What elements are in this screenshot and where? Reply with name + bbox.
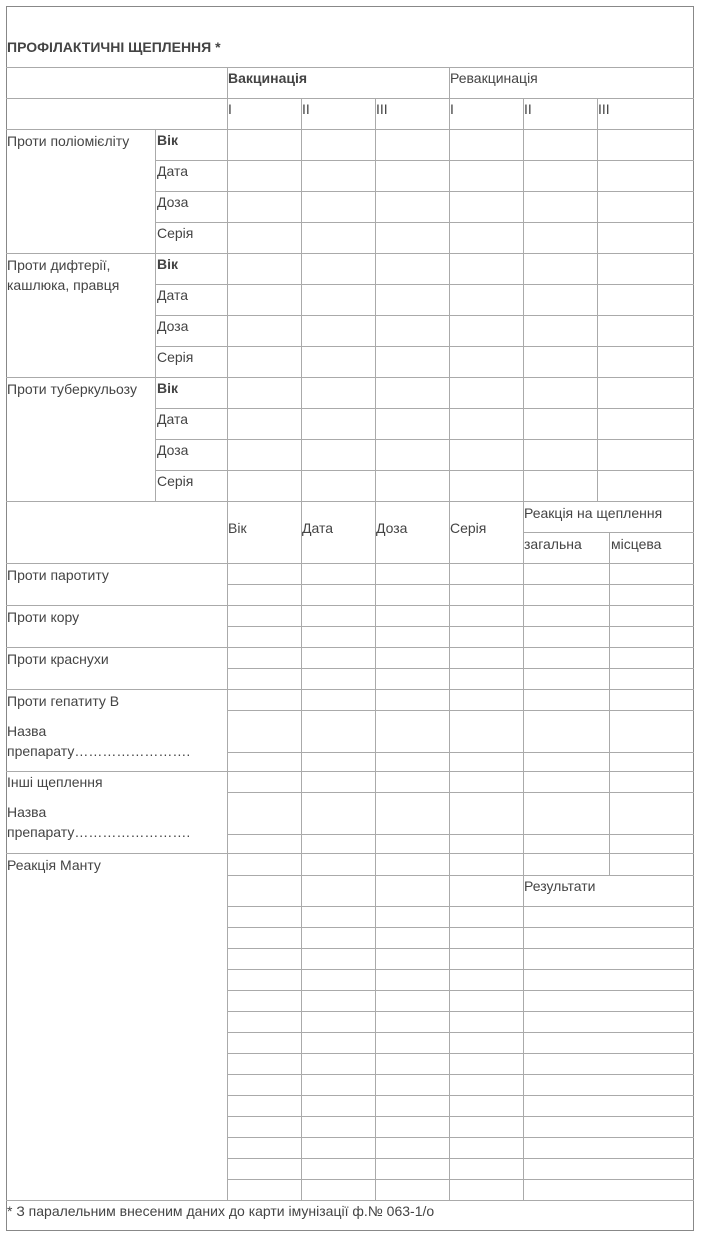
field-series: Серія <box>157 225 194 241</box>
col-date: Дата <box>302 520 334 536</box>
field-dose: Доза <box>157 442 189 458</box>
grid-line <box>6 563 694 564</box>
field-dose: Доза <box>157 318 189 334</box>
grid-line <box>227 927 694 928</box>
grid-line <box>523 98 524 501</box>
row-mantoux: Реакція Манту <box>7 857 101 873</box>
col-series: Серія <box>450 520 487 536</box>
grid-line <box>155 222 694 223</box>
grid-line <box>597 98 598 501</box>
drug-name-other: Назва препарату……………………. <box>7 804 191 840</box>
grid-line <box>227 948 694 949</box>
grid-line <box>375 98 376 501</box>
vac-dose-1: I <box>228 101 232 117</box>
footnote: * З паралельним внесеним даних до карти імунізації ф.№ 063-1/о <box>7 1203 435 1219</box>
field-age: Вік <box>157 132 179 148</box>
grid-line <box>227 1179 694 1180</box>
col-dose: Доза <box>376 520 408 536</box>
group-tb: Проти туберкульозу <box>7 381 137 397</box>
grid-line <box>227 752 694 753</box>
grid-line <box>227 668 694 669</box>
row-hepatitis: Проти гепатиту В <box>7 693 120 709</box>
grid-line <box>6 377 694 378</box>
row-mumps: Проти паротиту <box>7 567 109 583</box>
row-other: Інші щеплення <box>7 774 103 790</box>
grid-line <box>609 532 610 875</box>
grid-line <box>155 470 694 471</box>
drug-name-hepatitis: Назва препарату……………………. <box>7 723 191 759</box>
field-age: Вік <box>157 256 179 272</box>
grid-line <box>6 98 694 99</box>
reaction-header: Реакція на щеплення <box>524 505 663 521</box>
revac-dose-3: III <box>598 101 610 117</box>
grid-line <box>6 253 694 254</box>
row-rubella: Проти краснухи <box>7 651 109 667</box>
field-dose: Доза <box>157 194 189 210</box>
grid-line <box>227 1032 694 1033</box>
grid-line <box>227 1095 694 1096</box>
grid-line <box>155 439 694 440</box>
grid-line <box>227 1116 694 1117</box>
grid-line <box>227 501 228 1200</box>
group-polio: Проти поліомієліту <box>7 133 130 149</box>
revaccination-header: Ревакцинація <box>450 70 538 86</box>
vac-dose-3: III <box>376 101 388 117</box>
grid-line <box>227 1158 694 1159</box>
grid-line <box>227 1074 694 1075</box>
grid-line <box>375 501 376 1200</box>
grid-line <box>6 67 694 68</box>
grid-line <box>227 626 694 627</box>
grid-line <box>155 346 694 347</box>
row-measles: Проти кору <box>7 609 80 625</box>
field-date: Дата <box>157 411 189 427</box>
grid-line <box>6 605 694 606</box>
group-dtp: Проти дифтерії, кашлюка, правця <box>7 257 120 293</box>
field-date: Дата <box>157 287 189 303</box>
grid-line <box>449 501 450 1200</box>
grid-line <box>6 771 694 772</box>
grid-line <box>6 647 694 648</box>
grid-line <box>155 315 694 316</box>
grid-line <box>449 67 450 501</box>
grid-line <box>301 501 302 1200</box>
grid-line <box>6 129 694 130</box>
form-title: ПРОФІЛАКТИЧНІ ЩЕПЛЕННЯ * <box>7 39 221 55</box>
field-series: Серія <box>157 349 194 365</box>
grid-line <box>227 906 694 907</box>
reaction-general: загальна <box>524 536 582 552</box>
grid-line <box>227 1137 694 1138</box>
grid-line <box>155 191 694 192</box>
col-age: Вік <box>228 520 247 536</box>
grid-line <box>227 67 228 501</box>
vac-dose-2: II <box>302 101 310 117</box>
grid-line <box>227 834 694 835</box>
grid-line <box>6 1200 694 1201</box>
grid-line <box>227 1011 694 1012</box>
results-label: Результати <box>524 878 596 894</box>
grid-line <box>523 501 524 1200</box>
grid-line <box>301 98 302 501</box>
vaccination-header: Вакцинація <box>228 70 308 86</box>
field-series: Серія <box>157 473 194 489</box>
grid-line <box>227 710 694 711</box>
field-age: Вік <box>157 380 179 396</box>
grid-line <box>6 501 694 502</box>
grid-line <box>227 990 694 991</box>
grid-line <box>227 584 694 585</box>
grid-line <box>6 853 694 854</box>
reaction-local: місцева <box>611 536 662 552</box>
revac-dose-2: II <box>524 101 532 117</box>
grid-line <box>6 689 694 690</box>
revac-dose-1: I <box>450 101 454 117</box>
grid-line <box>227 1053 694 1054</box>
field-date: Дата <box>157 163 189 179</box>
immunization-form <box>6 6 694 1231</box>
grid-line <box>155 284 694 285</box>
grid-line <box>155 160 694 161</box>
grid-line <box>227 792 694 793</box>
grid-line <box>155 408 694 409</box>
grid-line <box>155 129 156 501</box>
grid-line <box>227 969 694 970</box>
grid-line <box>227 875 694 876</box>
